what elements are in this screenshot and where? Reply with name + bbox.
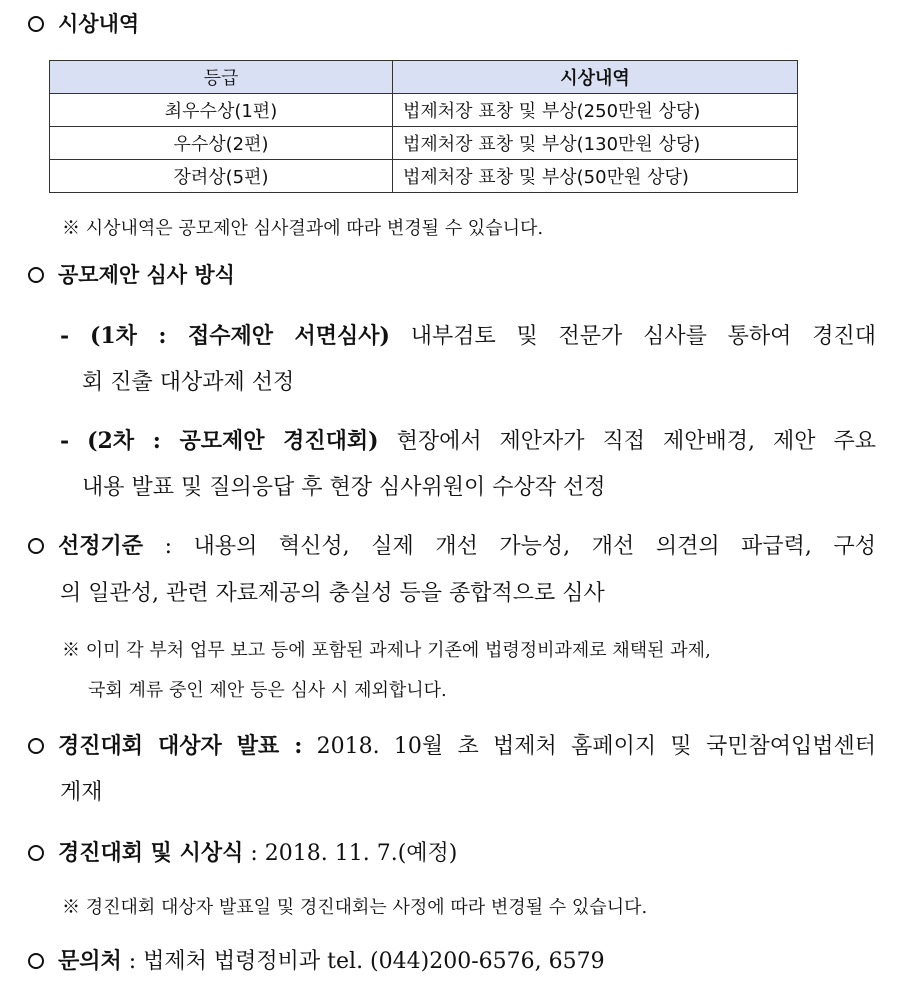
contact-text: 법제처 법령정비과 tel. (044)200-6576, 6579	[143, 949, 605, 974]
contact-label: 문의처	[58, 948, 122, 974]
stage1-line1	[60, 320, 876, 353]
announce-cont	[60, 777, 900, 809]
criteria-note-2: 국회 계류 중인 제안 등은 심사 시 제외합니다.	[88, 680, 447, 701]
stage2-label: (2차 : 공모제안 경진대회)	[87, 428, 379, 454]
review-stage1	[60, 320, 876, 353]
table-row	[50, 94, 798, 127]
stage2-line1	[60, 425, 876, 458]
circle-bullet-icon	[28, 267, 44, 283]
stage2-text-2: 내용 발표 및 질의응답 후 현장 심사위원이 수상작 선정	[82, 475, 606, 500]
awards-note: ※ 시상내역은 공모제안 심사결과에 따라 변경될 수 있습니다.	[62, 218, 544, 239]
ceremony-note: ※ 경진대회 대상자 발표일 및 경진대회는 사정에 따라 변경될 수 있습니다.	[62, 897, 648, 918]
review-stage2-cont	[82, 472, 900, 504]
stage1-text-2: 회 진출 대상과제 선정	[82, 370, 295, 395]
table-row	[50, 160, 798, 193]
header-prize: 시상내역	[393, 61, 798, 94]
stage1-dash: -	[60, 323, 70, 349]
announce-text-2: 게재	[60, 780, 103, 805]
circle-bullet-icon	[28, 738, 44, 754]
prize-cell: 법제처장 표창 및 부상(50만원 상당)	[393, 160, 798, 193]
criteria-text-2: 의 일관성, 관련 자료제공의 충실성 등을 종합적으로 심사	[60, 581, 605, 606]
prize-cell: 법제처장 표창 및 부상(250만원 상당)	[393, 94, 798, 127]
criteria-sep: :	[143, 534, 194, 559]
ceremony-text: 2018. 11. 7.(예정)	[264, 841, 458, 866]
stage1-label: (1차 : 접수제안 서면심사)	[89, 323, 390, 349]
awards-section	[28, 8, 900, 40]
criteria-cont	[60, 578, 900, 610]
contact-section	[28, 945, 900, 978]
circle-bullet-icon	[28, 538, 44, 554]
review-heading: 공모제안 심사 방식	[58, 263, 235, 287]
criteria-line1	[28, 530, 876, 563]
stage1-text-1: 내부검토 및 전문가 심사를 통하여 경진대	[410, 324, 876, 349]
awards-heading: 시상내역	[58, 12, 140, 36]
contact-sep: :	[121, 949, 144, 974]
circle-bullet-icon	[28, 16, 44, 32]
prize-cell: 법제처장 표창 및 부상(130만원 상당)	[393, 127, 798, 160]
grade-cell: 우수상(2편)	[50, 127, 393, 160]
table-row	[50, 127, 798, 160]
stage2-dash: -	[60, 428, 70, 454]
header-grade: 등급	[50, 61, 393, 94]
review-stage1-cont	[82, 367, 900, 399]
review-section	[28, 259, 900, 291]
announce-text-1: 2018. 10월 초 법제처 홈페이지 및 국민참여입법센터	[316, 734, 876, 759]
ceremony-label: 경진대회 및 시상식	[58, 840, 244, 866]
criteria-note-1: ※ 이미 각 부처 업무 보고 등에 포함된 과제나 기존에 법령정비과제로 채택된 과제,	[62, 640, 711, 661]
announce-line1	[28, 730, 876, 763]
announce-section	[28, 730, 876, 763]
ceremony-line	[28, 837, 900, 870]
awards-table-header	[50, 61, 798, 94]
ceremony-sep: :	[243, 841, 265, 866]
criteria-label: 선정기준	[58, 533, 144, 559]
announce-label: 경진대회 대상자 발표 :	[58, 733, 303, 759]
awards-table	[49, 60, 798, 193]
review-stage2	[60, 425, 876, 458]
grade-cell: 장려상(5편)	[50, 160, 393, 193]
criteria-text-1: 내용의 혁신성, 실제 개선 가능성, 개선 의견의 파급력, 구성	[193, 534, 876, 559]
grade-cell: 최우수상(1편)	[50, 94, 393, 127]
ceremony-section	[28, 837, 900, 870]
stage2-text-1: 현장에서 제안자가 직접 제안배경, 제안 주요	[396, 429, 876, 454]
circle-bullet-icon	[28, 845, 44, 861]
criteria-section	[28, 530, 876, 563]
circle-bullet-icon	[28, 953, 44, 969]
contact-line	[28, 945, 900, 978]
